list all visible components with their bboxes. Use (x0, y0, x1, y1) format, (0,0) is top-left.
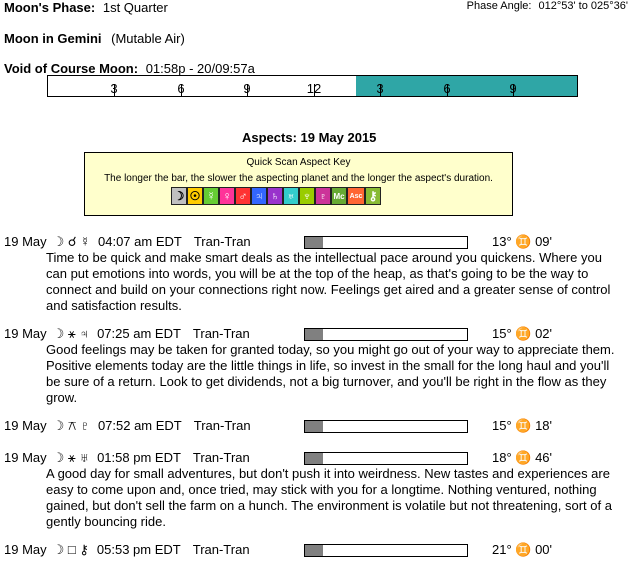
aspect-duration-fill (305, 421, 323, 432)
aspect-key-box (84, 152, 513, 216)
aspect-type: Tran-Tran (192, 326, 250, 341)
chiron-icon: ⚷ (365, 187, 381, 205)
aspect-degree: 15° ♊ 18' (492, 418, 553, 433)
neptune-icon: ♆ (299, 187, 315, 205)
aspect-symbols: ☽ ⚹ ♃ (52, 326, 90, 341)
moon-phase-row (4, 0, 168, 15)
aspect-degree: 18° ♊ 46' (492, 450, 553, 465)
aspect-time: 07:52 am EDT (97, 418, 182, 433)
aspect-key-icons (171, 187, 381, 205)
aspect-key-description: The longer the bar, the slower the aspecting planet and the longer the aspect's duration. (104, 173, 493, 184)
venus-icon: ♀ (219, 187, 235, 205)
moon-phase-value: 1st Quarter (102, 0, 168, 15)
timeline-tick-label: 12 (306, 81, 322, 96)
moon-phase-label: Moon's Phase: (4, 0, 96, 15)
aspects-title: Aspects: 19 May 2015 (242, 130, 377, 145)
aspect-duration-fill (305, 237, 323, 248)
aspect-symbols: ☽ ☌ ☿ (52, 234, 90, 249)
phase-angle-label: Phase Angle: (466, 0, 532, 12)
uranus-icon: ♅ (283, 187, 299, 205)
aspect-duration-fill (305, 453, 323, 464)
timeline-tick-label: 6 (443, 81, 451, 96)
mars-icon: ♂ (235, 187, 251, 205)
aspect-type: Tran-Tran (193, 234, 251, 249)
phase-angle (467, 0, 628, 12)
aspect-description: A good day for small adventures, but don't push it into weirdness. New tastes and experiences are easy to come upon and, once tried, may stick with you for a longtime. Nothing ventured, nothing gained, but don't sell the farm on a hunch. The environment is volatile but not threatening, sort of a gently bouncing ride. (46, 466, 612, 529)
aspect-type: Tran-Tran (193, 418, 251, 433)
saturn-icon: ♄ (267, 187, 283, 205)
timeline-tick-label: 3 (110, 81, 118, 96)
moon-sign-mode: (Mutable Air) (111, 31, 185, 46)
aspect-duration-bar (304, 328, 468, 341)
aspect-time: 07:25 am EDT (97, 326, 181, 341)
timeline-tick-label: 9 (509, 81, 517, 96)
pluto-icon: ♇ (315, 187, 331, 205)
aspect-duration-bar (304, 236, 468, 249)
ascendant-icon: Asc (347, 187, 365, 205)
aspect-time: 05:53 pm EDT (96, 542, 181, 557)
aspect-duration-bar (304, 544, 468, 557)
aspect-symbols: ☽ ⚹ ♅ (52, 450, 90, 465)
timeline-tick-label: 6 (177, 81, 185, 96)
aspect-type: Tran-Tran (192, 542, 250, 557)
sun-icon: ☉ (187, 187, 203, 205)
aspect-degree: 13° ♊ 09' (492, 234, 553, 249)
aspect-duration-bar (304, 452, 468, 465)
aspect-type: Tran-Tran (192, 450, 250, 465)
aspect-date: 19 May (4, 542, 47, 557)
void-label: Void of Course Moon: (4, 61, 139, 76)
aspect-key-title: Quick Scan Aspect Key (246, 157, 351, 168)
aspect-date: 19 May (4, 450, 47, 465)
aspect-header (4, 450, 250, 466)
aspect-duration-fill (305, 545, 323, 556)
jupiter-icon: ♃ (251, 187, 267, 205)
timeline-tick-label: 3 (376, 81, 384, 96)
moon-sign-label: Moon in Gemini (4, 31, 102, 46)
aspect-description: Time to be quick and make smart deals as the intellectual pace around you quickens. Where you can put emotions into words, you will be at the top of the heap, as that's going to be the way to connect and build on your connections right now. Feelings get aired and a greater sense of control and satisfaction results. (46, 250, 611, 313)
void-value: 01:58p - 20/09:57a (145, 61, 255, 76)
mercury-icon: ☿ (203, 187, 219, 205)
aspect-time: 01:58 pm EDT (97, 450, 181, 465)
phase-angle-value: 012°53' to 025°36' (538, 0, 628, 12)
moon-icon: ☽ (171, 187, 187, 205)
midheaven-icon: Mc (331, 187, 347, 205)
aspect-duration-fill (305, 329, 323, 340)
aspect-header (4, 234, 251, 250)
void-of-course-row (4, 61, 255, 76)
aspect-date: 19 May (4, 326, 47, 341)
aspect-header (4, 418, 251, 434)
aspect-date: 19 May (4, 234, 47, 249)
aspect-symbols: ☽ ⚻ ♇ (52, 418, 90, 433)
void-of-course-fill (356, 76, 577, 96)
aspect-header (4, 542, 250, 558)
aspect-symbols: ☽ □ ⚷ (52, 542, 89, 557)
aspect-date: 19 May (4, 418, 47, 433)
timeline-tick-label: 9 (243, 81, 251, 96)
aspect-degree: 15° ♊ 02' (492, 326, 553, 341)
aspect-header (4, 326, 250, 342)
moon-sign-row (4, 31, 185, 46)
void-of-course-timeline (47, 75, 578, 97)
aspect-time: 04:07 am EDT (98, 234, 182, 249)
aspect-degree: 21° ♊ 00' (492, 542, 553, 557)
aspect-description: Good feelings may be taken for granted today, so you might go out of your way to appreciate them. Positive elements today are the little things in life, so invest in the small for the long haul and you'll be sure of a return. Look to get dividends, not a big turnover, and you'll be right in the flow as they grow. (46, 342, 615, 405)
aspect-duration-bar (304, 420, 468, 433)
